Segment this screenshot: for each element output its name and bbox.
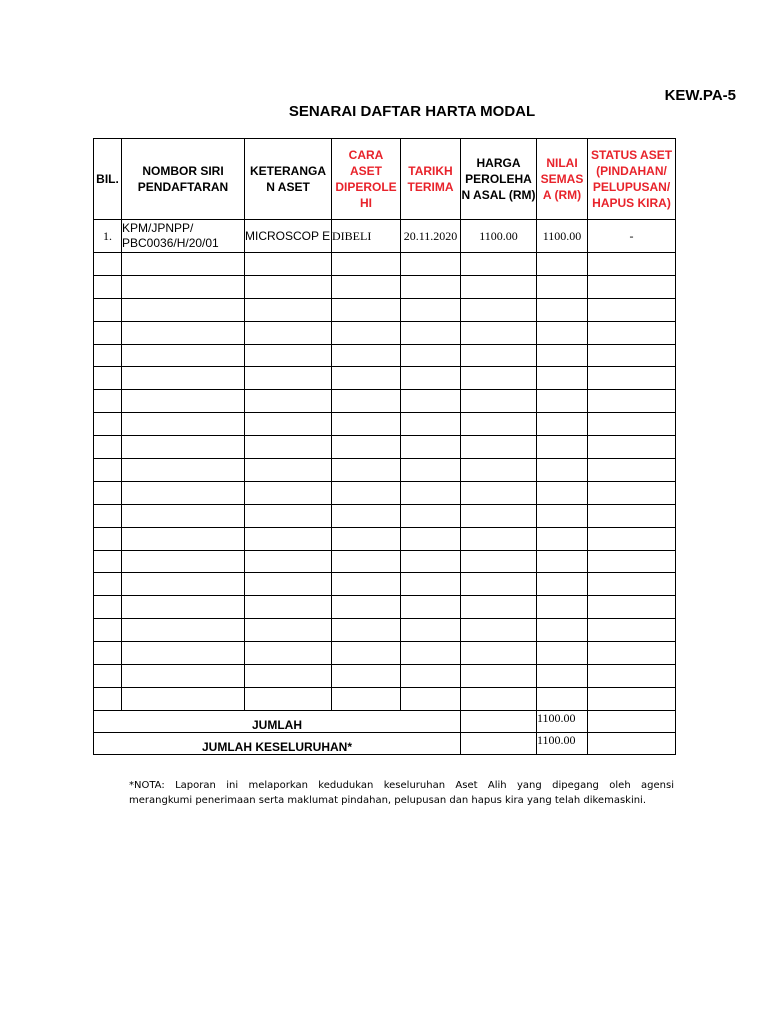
empty-cell (122, 298, 245, 321)
empty-cell (461, 527, 537, 550)
cell-nombor-siri: KPM/JPNPP/ PBC0036/H/20/01 (122, 220, 245, 253)
empty-cell (332, 619, 401, 642)
empty-cell (94, 504, 122, 527)
empty-cell (401, 504, 461, 527)
empty-cell (537, 687, 588, 710)
empty-cell (401, 481, 461, 504)
empty-cell (94, 344, 122, 367)
empty-cell (245, 504, 332, 527)
empty-cell (588, 275, 676, 298)
empty-cell (245, 275, 332, 298)
empty-cell (332, 367, 401, 390)
jumlah-row (94, 710, 676, 732)
empty-cell (245, 321, 332, 344)
empty-cell (245, 298, 332, 321)
empty-cell (588, 459, 676, 482)
empty-cell (461, 413, 537, 436)
empty-cell (245, 481, 332, 504)
jumlah-keseluruhan-label: JUMLAH KESELURUHAN* (94, 732, 461, 754)
empty-cell (94, 527, 122, 550)
empty-cell (245, 344, 332, 367)
empty-table-row (94, 413, 676, 436)
empty-cell (461, 619, 537, 642)
empty-table-row (94, 298, 676, 321)
empty-cell (332, 436, 401, 459)
empty-cell (122, 550, 245, 573)
empty-table-row (94, 527, 676, 550)
empty-cell (461, 642, 537, 665)
cell-bil: 1. (94, 220, 122, 253)
empty-cell (461, 344, 537, 367)
empty-cell (401, 665, 461, 688)
empty-cell (588, 504, 676, 527)
empty-cell (588, 253, 676, 276)
column-header-keterangan: KETERANGA N ASET (245, 139, 332, 220)
asset-register-table (93, 138, 676, 755)
empty-cell (401, 459, 461, 482)
empty-table-row (94, 596, 676, 619)
empty-cell (332, 321, 401, 344)
cell-status: - (588, 220, 676, 253)
empty-cell (461, 459, 537, 482)
empty-cell (94, 275, 122, 298)
empty-cell (401, 550, 461, 573)
empty-cell (401, 390, 461, 413)
empty-cell (461, 550, 537, 573)
empty-cell (588, 321, 676, 344)
footnote (129, 778, 674, 808)
empty-cell (461, 687, 537, 710)
column-header-tarikh: TARIKH TERIMA (401, 139, 461, 220)
column-header-bil: BIL. (94, 139, 122, 220)
empty-cell (245, 596, 332, 619)
empty-cell (537, 527, 588, 550)
empty-table-row (94, 504, 676, 527)
empty-cell (245, 390, 332, 413)
empty-table-row (94, 367, 676, 390)
footnote-line-2: merangkumi penerimaan serta maklumat pindahan, pelupusan dan hapus kira yang telah dikemaskini. (129, 795, 647, 806)
empty-cell (122, 596, 245, 619)
empty-cell (122, 436, 245, 459)
empty-cell (588, 687, 676, 710)
empty-cell (122, 527, 245, 550)
cell-tarikh: 20.11.2020 (401, 220, 461, 253)
empty-cell (94, 321, 122, 344)
empty-cell (122, 481, 245, 504)
empty-cell (537, 275, 588, 298)
empty-cell (122, 687, 245, 710)
jumlah-value: 1100.00 (537, 710, 588, 732)
empty-cell (537, 321, 588, 344)
empty-cell (461, 321, 537, 344)
empty-cell (94, 550, 122, 573)
empty-cell (332, 527, 401, 550)
jumlah-label: JUMLAH (94, 710, 461, 732)
empty-table-row (94, 253, 676, 276)
empty-cell (401, 642, 461, 665)
empty-cell (122, 642, 245, 665)
empty-cell (122, 413, 245, 436)
column-header-status: STATUS ASET (PINDAHAN/ PELUPUSAN/ HAPUS KIRA) (588, 139, 676, 220)
empty-cell (122, 619, 245, 642)
empty-cell (332, 390, 401, 413)
empty-cell (401, 253, 461, 276)
empty-cell (94, 687, 122, 710)
empty-cell (122, 253, 245, 276)
empty-cell (245, 687, 332, 710)
empty-cell (122, 390, 245, 413)
empty-cell (401, 275, 461, 298)
empty-cell (537, 367, 588, 390)
empty-cell (461, 596, 537, 619)
empty-cell (122, 275, 245, 298)
empty-cell (94, 298, 122, 321)
empty-cell (588, 619, 676, 642)
column-header-nilai: NILAI SEMAS A (RM) (537, 139, 588, 220)
empty-cell (401, 413, 461, 436)
empty-cell (94, 665, 122, 688)
cell-nilai: 1100.00 (537, 220, 588, 253)
empty-cell (94, 436, 122, 459)
empty-cell (401, 687, 461, 710)
cell-harga: 1100.00 (461, 220, 537, 253)
empty-table-row (94, 481, 676, 504)
empty-cell (245, 573, 332, 596)
empty-cell (588, 596, 676, 619)
empty-cell (122, 344, 245, 367)
empty-cell (588, 665, 676, 688)
empty-cell (588, 573, 676, 596)
table-row (94, 220, 676, 253)
jumlah-empty-cell (461, 710, 537, 732)
empty-cell (537, 481, 588, 504)
empty-cell (332, 687, 401, 710)
empty-cell (401, 527, 461, 550)
empty-cell (588, 527, 676, 550)
empty-cell (588, 367, 676, 390)
empty-cell (537, 550, 588, 573)
empty-cell (332, 344, 401, 367)
empty-cell (461, 367, 537, 390)
empty-table-row (94, 665, 676, 688)
empty-table-row (94, 390, 676, 413)
empty-cell (245, 642, 332, 665)
empty-cell (122, 459, 245, 482)
empty-cell (332, 642, 401, 665)
empty-table-row (94, 344, 676, 367)
empty-cell (461, 298, 537, 321)
empty-cell (588, 481, 676, 504)
empty-cell (332, 665, 401, 688)
empty-cell (588, 642, 676, 665)
empty-table-row (94, 550, 676, 573)
empty-cell (461, 390, 537, 413)
empty-cell (332, 459, 401, 482)
empty-cell (332, 550, 401, 573)
empty-cell (94, 413, 122, 436)
empty-cell (245, 459, 332, 482)
empty-cell (245, 527, 332, 550)
empty-cell (461, 573, 537, 596)
empty-cell (461, 275, 537, 298)
empty-cell (94, 642, 122, 665)
empty-cell (401, 573, 461, 596)
empty-table-row (94, 321, 676, 344)
empty-table-row (94, 687, 676, 710)
cell-cara: DIBELI (332, 220, 401, 253)
empty-cell (588, 436, 676, 459)
empty-cell (245, 253, 332, 276)
empty-cell (537, 596, 588, 619)
empty-cell (537, 253, 588, 276)
empty-cell (245, 367, 332, 390)
empty-cell (122, 665, 245, 688)
empty-cell (588, 550, 676, 573)
empty-cell (537, 459, 588, 482)
empty-cell (537, 436, 588, 459)
empty-cell (245, 436, 332, 459)
empty-cell (537, 642, 588, 665)
empty-table-row (94, 642, 676, 665)
empty-table-row (94, 573, 676, 596)
jumlah-keseluruhan-empty-cell (588, 732, 676, 754)
empty-cell (537, 619, 588, 642)
empty-cell (588, 298, 676, 321)
empty-cell (122, 504, 245, 527)
empty-cell (537, 390, 588, 413)
jumlah-empty-cell (588, 710, 676, 732)
empty-cell (401, 321, 461, 344)
column-header-nombor-siri: NOMBOR SIRI PENDAFTARAN (122, 139, 245, 220)
empty-cell (94, 367, 122, 390)
empty-cell (537, 665, 588, 688)
footnote-line-1: *NOTA: Laporan ini melaporkan kedudukan keseluruhan Aset Alih yang dipegang oleh agensi (129, 780, 674, 791)
empty-cell (94, 253, 122, 276)
empty-cell (537, 344, 588, 367)
empty-cell (401, 619, 461, 642)
empty-table-row (94, 275, 676, 298)
document-title: SENARAI DAFTAR HARTA MODAL (288, 103, 536, 120)
empty-cell (537, 504, 588, 527)
table-header-row (94, 139, 676, 220)
empty-cell (332, 573, 401, 596)
empty-cell (461, 665, 537, 688)
empty-cell (332, 596, 401, 619)
empty-table-row (94, 436, 676, 459)
empty-cell (122, 573, 245, 596)
empty-cell (332, 504, 401, 527)
empty-cell (332, 413, 401, 436)
empty-cell (401, 596, 461, 619)
empty-cell (537, 573, 588, 596)
empty-cell (94, 573, 122, 596)
empty-cell (537, 413, 588, 436)
empty-cell (332, 253, 401, 276)
empty-cell (588, 344, 676, 367)
empty-cell (461, 504, 537, 527)
empty-cell (461, 253, 537, 276)
empty-cell (461, 481, 537, 504)
empty-cell (94, 619, 122, 642)
empty-cell (401, 298, 461, 321)
empty-cell (245, 665, 332, 688)
empty-cell (332, 298, 401, 321)
empty-cell (245, 619, 332, 642)
jumlah-keseluruhan-row (94, 732, 676, 754)
empty-cell (332, 275, 401, 298)
empty-cell (401, 344, 461, 367)
empty-cell (401, 367, 461, 390)
column-header-harga: HARGA PEROLEHA N ASAL (RM) (461, 139, 537, 220)
empty-cell (332, 481, 401, 504)
empty-cell (94, 596, 122, 619)
jumlah-keseluruhan-value: 1100.00 (537, 732, 588, 754)
column-header-cara-aset: CARA ASET DIPEROLE HI (332, 139, 401, 220)
empty-cell (537, 298, 588, 321)
empty-cell (401, 436, 461, 459)
empty-table-row (94, 459, 676, 482)
empty-cell (122, 321, 245, 344)
empty-cell (122, 367, 245, 390)
empty-cell (94, 459, 122, 482)
empty-table-row (94, 619, 676, 642)
empty-cell (245, 550, 332, 573)
empty-cell (461, 436, 537, 459)
empty-cell (94, 481, 122, 504)
cell-keterangan: MICROSCOP E (245, 220, 332, 253)
jumlah-keseluruhan-empty-cell (461, 732, 537, 754)
empty-cell (588, 390, 676, 413)
empty-cell (94, 390, 122, 413)
empty-cell (245, 413, 332, 436)
empty-cell (588, 413, 676, 436)
form-code: KEW.PA-5 (664, 87, 736, 104)
